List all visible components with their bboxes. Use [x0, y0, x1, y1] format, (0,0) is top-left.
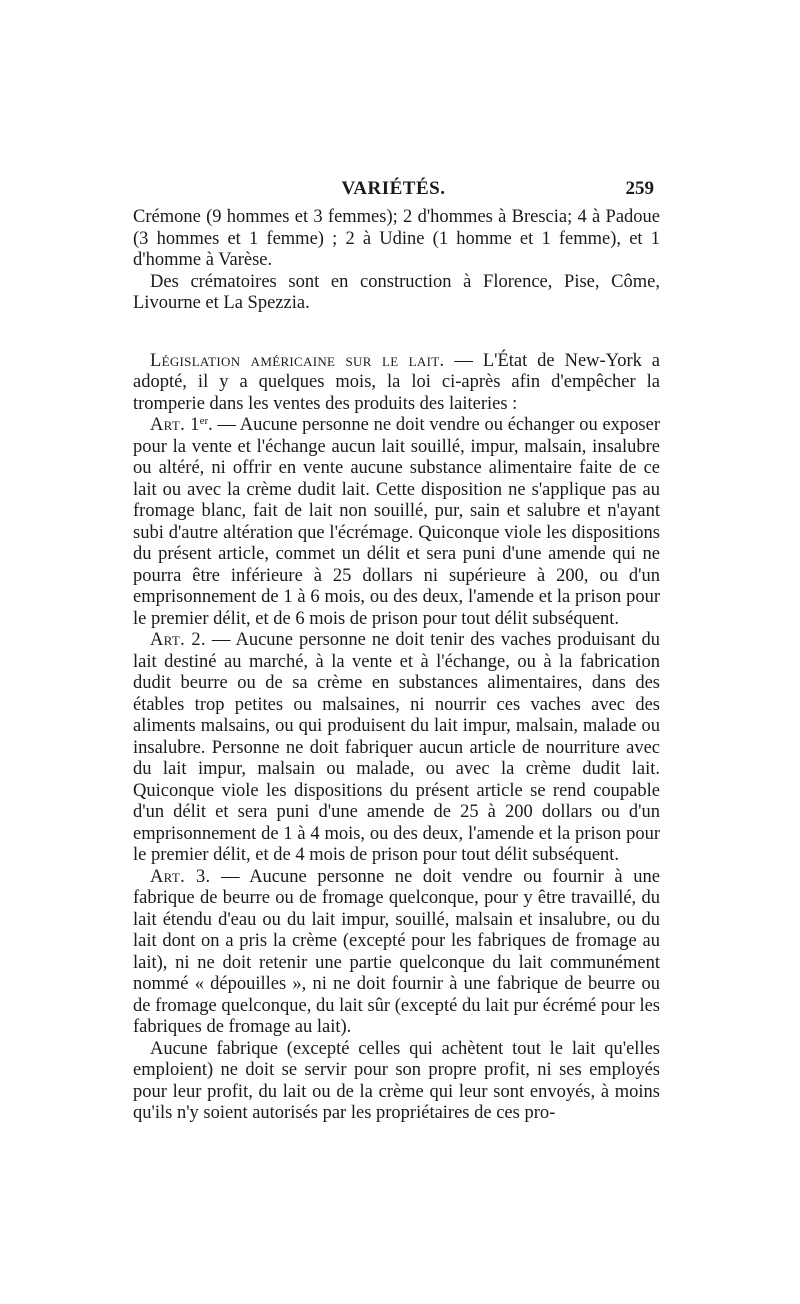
legislation-intro: — L'État de New-York a adopté, il y a quelques mois, la loi ci-après afin d'empêcher la tromperie dans les ventes des produits des laiteries : [133, 350, 661, 414]
paragraph-fabrique: Aucune fabrique (excepté celles qui achètent tout le lait qu'elles emploient) ne doit se servir pour son propre profit, ni ses employés pour leur profit, du lait ou de la crème qui leur sont envoyés, à moins qu'ils n'y soient autorisés par les propriétaires de ces pro- [133, 1038, 660, 1123]
paragraph-legislation [133, 351, 660, 416]
article-1 [133, 415, 660, 630]
article-2-text: — Aucune personne ne doit tenir des vaches produisant du lait destiné au marché, à la vente et à l'échange, ou à la fabrication dudit beurre ou de sa crème en substances alimentaires, dans des étables trop petites ou malsaines, ni nourrir ces vaches avec des aliments malsains, ou qui produisent du lait impur, malsain, malade ou insalubre. Personne ne doit fabriquer aucun article de nourriture avec du lait impur, malsain ou malade, ou avec la crème dudit lait. Quiconque viole les dispositions du présent article se rend coupable d'un délit et sera puni d'une amende de 25 à 200 dollars ou d'un emprisonnement de 1 à 4 mois, ou des deux, l'amende et la prison pour le premier délit, et de 4 mois de prison pour tout délit subséquent. [133, 630, 660, 865]
article-3-text: — Aucune personne ne doit vendre ou fournir à une fabrique de beurre ou de fromage quelconque, pour y être travaillé, du lait étendu d'eau ou du lait impur, souillé, malsain et insalubre, ou du lait dont on a pris la crème (excepté pour les fabriques de fromage au lait), ni ne doit retenir une partie quelconque du lait communément nommé « dépouilles », ni ne doit fournir à une fabrique de beurre ou de fromage quelconque, du lait sûr (excepté du lait pur écrémé pour les fabriques de fromage au lait). [133, 866, 660, 1037]
running-head-title: VARIÉTÉS. [341, 178, 446, 199]
article-1-text: . — Aucune personne ne doit vendre ou échanger ou exposer pour la vente et l'échange aucun lait souillé, impur, malsain, insalubre ou altéré, ni offrir en vente aucune substance alimentaire faite de ce lait ou avec la crème dudit lait. Cette disposition ne s'applique pas au fromage blanc, fait de lait non souillé, pur, sain et salubre et n'ayant subi d'autre altération que l'écrémage. Quiconque viole les dispositions du présent article, commet un délit et sera puni d'une amende qui ne pourra être inférieure à 25 dollars ni supérieure à 200, ou d'un emprisonnement de 1 à 6 mois, ou des deux, l'amende et la prison pour le premier délit, et de 6 mois de prison pour tout délit subséquent. [133, 415, 660, 629]
paragraph-continued: Crémone (9 hommes et 3 femmes); 2 d'hommes à Brescia; 4 à Padoue (3 hommes et 1 femme) ; 2 à Udine (1 homme et 1 femme), et 1 d'homme à Varèse. [133, 207, 660, 270]
article-1-label: Art. 1 [150, 415, 200, 435]
article-3 [133, 867, 660, 1039]
article-3-label: Art. 3. [150, 866, 211, 887]
article-2-label: Art. 2. [150, 630, 206, 650]
running-head [133, 178, 654, 202]
page-number: 259 [625, 178, 654, 199]
article-2 [133, 630, 660, 867]
body-text [133, 207, 660, 1125]
section-gap [133, 315, 660, 351]
paragraph-crematoires: Des crématoires sont en construction à Florence, Pise, Côme, Livourne et La Spezzia. [133, 271, 660, 313]
section-heading: Législation américaine sur le lait. [150, 350, 445, 371]
article-1-superscript: er [199, 415, 209, 427]
